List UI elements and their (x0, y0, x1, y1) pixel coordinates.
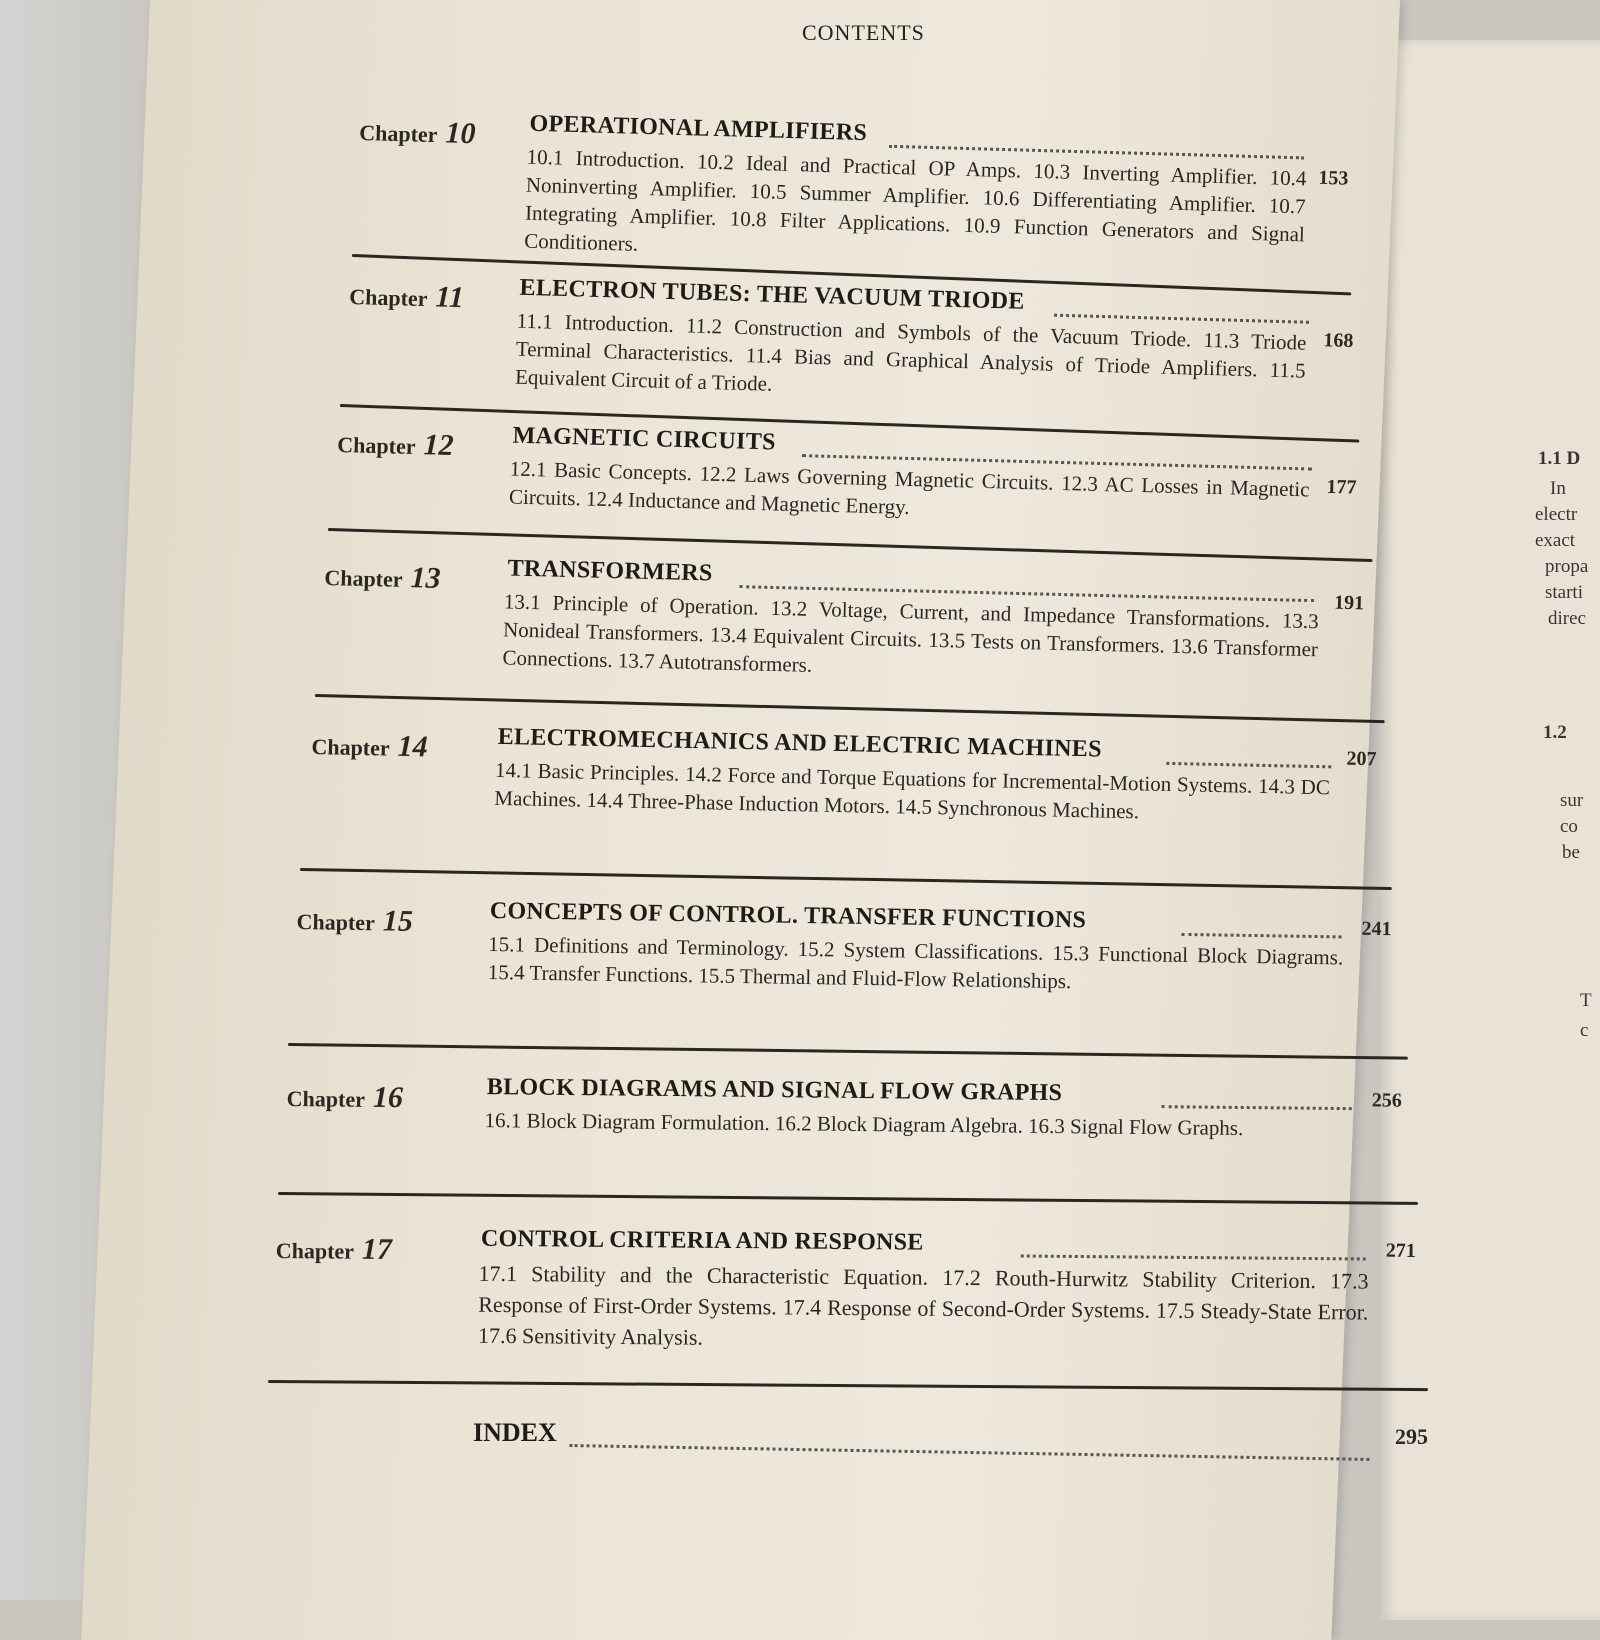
facing-page-fragment: starti (1545, 582, 1583, 603)
index-entry[interactable]: INDEX (473, 1418, 557, 1447)
leader-dots (570, 1420, 1370, 1461)
facing-page-fragment: 1.2 (1543, 722, 1567, 743)
section-list: 15.1 Definitions and Terminology. 15.2 System Classifications. 15.3 Functional Block Diagrams. 15.4 Transfer Functions. 15.5 Thermal and Fluid-Flow Relationships. (487, 932, 1344, 994)
page-number: 191 (1333, 591, 1365, 615)
chapter-label: Chapter 17 (275, 1232, 393, 1267)
chapter-label: Chapter 13 (324, 561, 442, 595)
chapter-divider (328, 528, 1373, 562)
page-number: 241 (1361, 917, 1392, 941)
chapter-label: Chapter 15 (296, 904, 414, 938)
page-title: CONTENTS (802, 20, 925, 45)
section-list: 13.1 Principle of Operation. 13.2 Voltage, Current, and Impedance Transformations. 13.3 Nonideal Transformers. 13.4 Equivalent Circuits. 13.5 Tests on Transformers. 13.6 Transformer Connections. 13.7 Autotransformers. (502, 589, 1319, 677)
chapter-label: Chapter 16 (286, 1080, 404, 1115)
chapter-divider (300, 868, 1392, 890)
section-list: 12.1 Basic Concepts. 12.2 Laws Governing Magnetic Circuits. 12.3 AC Losses in Magnetic Circuits. 12.4 Inductance and Magnetic Energy. (508, 456, 1310, 519)
chapter-divider (278, 1192, 1418, 1205)
page-number: 256 (1371, 1089, 1402, 1112)
facing-page-fragment: propa (1545, 556, 1589, 577)
section-list: 10.1 Introduction. 10.2 Ideal and Practical OP Amps. 10.3 Inverting Amplifier. 10.4 Noninverting Amplifier. 10.5 Summer Amplifier. 10.6 Differentiating Amplifier. 10.7 Integrating Amplifier. 10.8 Filter Applications. 10.9 Function Generators and Signal Conditioners. (524, 144, 1307, 256)
facing-page-fragment: T (1580, 990, 1592, 1011)
chapter-divider (268, 1380, 1428, 1391)
page-number: 295 (1395, 1424, 1428, 1449)
chapter-label: Chapter 12 (337, 428, 455, 463)
facing-page-fragment: be (1562, 842, 1580, 863)
leader-dots (1054, 292, 1310, 324)
chapter-title: ELECTRON TUBES: THE VACUUM TRIODE (519, 274, 1025, 315)
chapter-title: MAGNETIC CIRCUITS (512, 422, 777, 456)
facing-page-fragment: c (1580, 1020, 1589, 1041)
section-list: 14.1 Basic Principles. 14.2 Force and Torque Equations for Incremental-Motion Systems. 14.3 DC Machines. 14.4 Three-Phase Induction Motors. 14.5 Synchronous Machines. (494, 757, 1331, 824)
facing-page-fragment: 1.1 D (1538, 448, 1581, 469)
chapter-label: Chapter 11 (348, 280, 465, 315)
leader-dots (1162, 1083, 1352, 1110)
chapter-title: OPERATIONAL AMPLIFIERS (529, 110, 868, 147)
section-list: 17.1 Stability and the Characteristic Equation. 17.2 Routh-Hurwitz Stability Criterion. 17.3 Response of First-Order Systems. 17.4 Response of Second-Order Systems. 17.5 Steady-State Error. 17.6 Sensitivity Analysis. (477, 1260, 1369, 1350)
chapter-divider (315, 694, 1385, 723)
chapter-divider (288, 1043, 1408, 1060)
page-number: 207 (1346, 747, 1377, 771)
page-number: 271 (1385, 1239, 1416, 1262)
chapter-label: Chapter 14 (311, 729, 429, 764)
page-number: 168 (1323, 329, 1354, 353)
chapter-title: ELECTROMECHANICS AND ELECTRIC MACHINES (497, 723, 1103, 763)
leader-dots (1181, 911, 1341, 939)
chapter-title: CONTROL CRITERIA AND RESPONSE (480, 1225, 924, 1256)
section-list: 11.1 Introduction. 11.2 Construction and Symbols of the Vacuum Triode. 11.3 Triode Terminal Characteristics. 11.4 Bias and Graphical Analysis of Triode Amplifiers. 11.5 Equivalent Circuit of a Triode. (514, 308, 1307, 396)
leader-dots (1021, 1233, 1366, 1261)
page-number: 177 (1326, 475, 1357, 499)
facing-page-fragment: electr (1535, 504, 1578, 525)
facing-page-fragment: sur (1560, 790, 1584, 811)
page-number: 153 (1318, 166, 1349, 190)
facing-page-fragment: direc (1548, 608, 1586, 629)
facing-page-fragment: exact (1535, 530, 1576, 551)
leader-dots (1166, 740, 1331, 768)
chapter-title: TRANSFORMERS (507, 555, 713, 587)
section-list: 16.1 Block Diagram Formulation. 16.2 Block Diagram Algebra. 16.3 Signal Flow Graphs. (484, 1108, 1244, 1141)
chapter-label: Chapter 10 (358, 116, 477, 151)
facing-page-fragment: In (1550, 478, 1566, 499)
chapter-title: BLOCK DIAGRAMS AND SIGNAL FLOW GRAPHS (486, 1074, 1063, 1107)
facing-page-fragment: co (1560, 816, 1578, 837)
chapter-title: CONCEPTS OF CONTROL. TRANSFER FUNCTIONS (489, 898, 1087, 934)
